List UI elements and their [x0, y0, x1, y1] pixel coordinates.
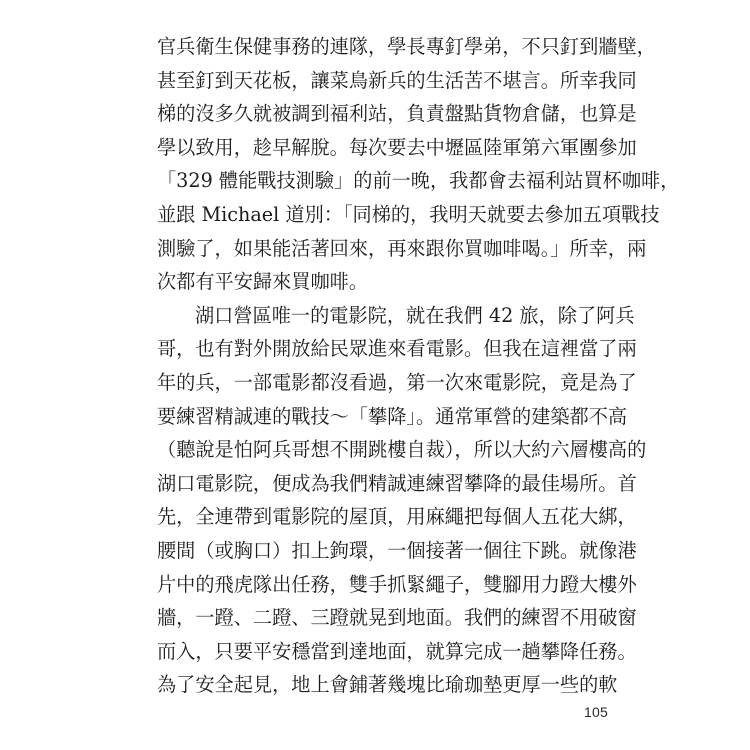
text-line: 年的兵，一部電影都沒看過，第一次來電影院，竟是為了 [157, 370, 637, 394]
text-line: 為了安全起見，地上會鋪著幾塊比瑜珈墊更厚一些的軟 [157, 673, 618, 697]
text-line: 而入，只要平安穩當到達地面，就算完成一趟攀降任務。 [157, 639, 637, 663]
text-line: 牆，一蹬、二蹬、三蹬就晃到地面。我們的練習不用破窗 [157, 606, 637, 630]
text-line: 哥，也有對外開放給民眾進來看電影。但我在這裡當了兩 [157, 337, 637, 361]
text-line: 梯的沒多久就被調到福利站，負責盤點貨物倉儲，也算是 [157, 102, 637, 126]
paragraph-1 [157, 30, 680, 299]
text-line: 先，全連帶到電影院的屋頂，用麻繩把每個人五花大綁， [157, 505, 637, 529]
text-line: 甚至釘到天花板，讓菜鳥新兵的生活苦不堪言。所幸我同 [157, 68, 637, 92]
text-line: 湖口營區唯一的電影院，就在我們 42 旅，除了阿兵 [195, 303, 635, 327]
text-line: 片中的飛虎隊出任務，雙手抓緊繩子，雙腳用力蹬大樓外 [157, 572, 637, 596]
text-line: 要練習精誠連的戰技～「攀降」。通常軍營的建築都不高 [157, 404, 628, 428]
text-line: 次都有平安歸來買咖啡。 [157, 270, 369, 294]
text-line: 「329 體能戰技測驗」的前一晚，我都會去福利站買杯咖啡， [157, 169, 680, 193]
text-line: 官兵衛生保健事務的連隊，學長專釘學弟，不只釘到牆壁， [157, 35, 656, 58]
text-line: 學以致用，趁早解脫。每次要去中壢區陸軍第六軍團參加 [157, 135, 637, 159]
text-line: 並跟 Michael 道別：「同梯的，我明天就要去參加五項戰技 [157, 202, 660, 226]
text-line: （聽說是怕阿兵哥想不開跳樓自裁），所以大約六層樓高的 [157, 438, 647, 462]
paragraph-2 [157, 299, 647, 702]
text-line: 腰間（或胸口）扣上鉤環，一個接著一個往下跳。就像港 [157, 538, 637, 562]
body-text [157, 30, 680, 702]
text-line: 測驗了，如果能活著回來，再來跟你買咖啡喝。」所幸，兩 [157, 236, 647, 260]
page-number: 105 [584, 704, 608, 720]
text-line: 湖口電影院，便成為我們精誠連練習攀降的最佳場所。首 [157, 471, 637, 495]
